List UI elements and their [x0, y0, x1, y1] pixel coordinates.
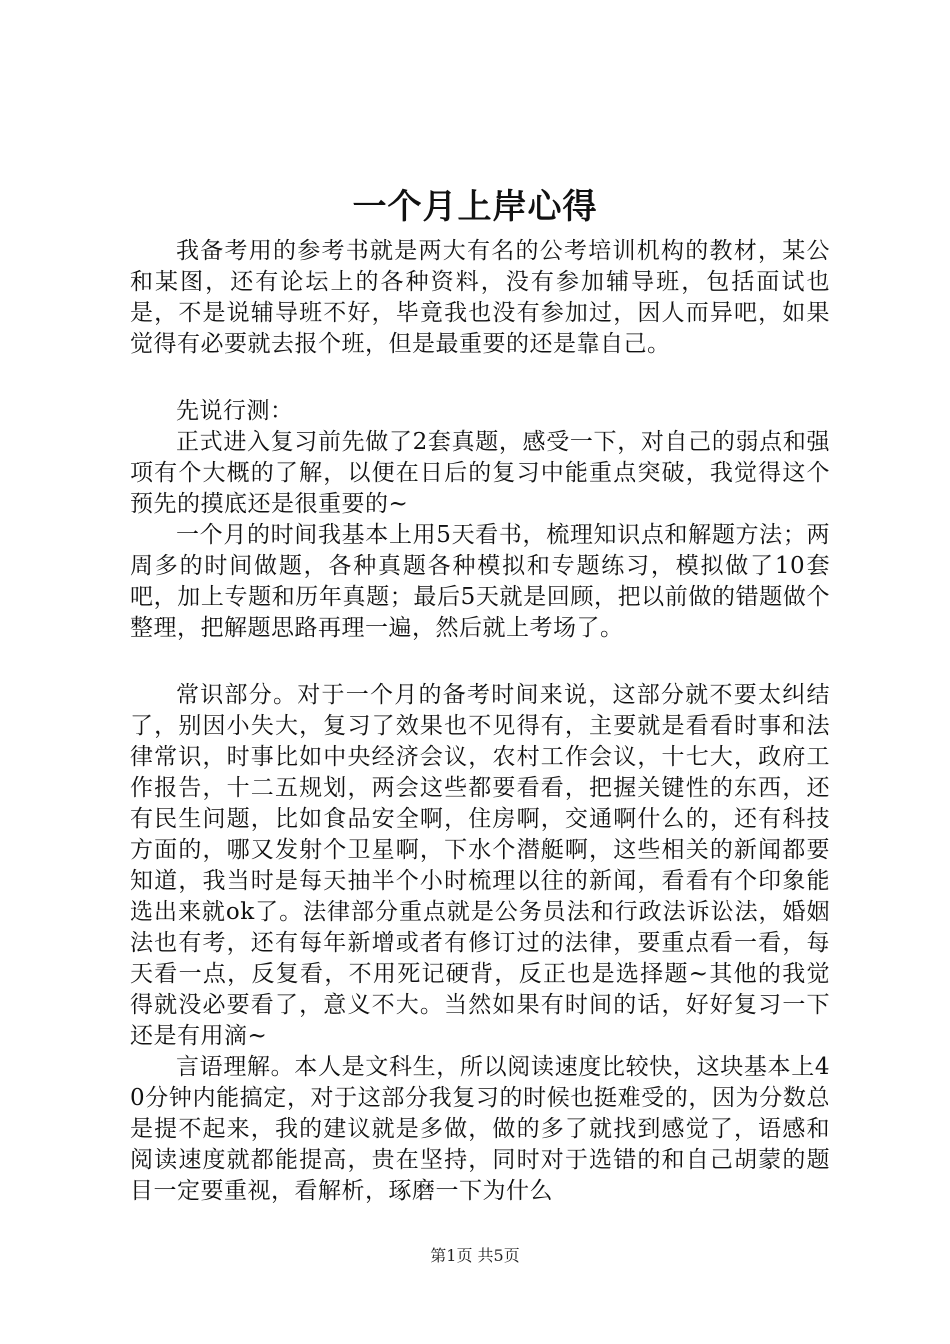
paragraph-verbal: 言语理解。本人是文科生，所以阅读速度比较快，这块基本上40分钟内能搞定，对于这部分我复习的时候也挺难受的，因为分数总是提不起来，我的建议就是多做，做的多了就找到感觉了，语感和阅读速度就都能提高，贵在坚持，同时对于选错的和自己胡蒙的题目一定要重视，看解析，琢磨一下为什么 [130, 1054, 830, 1204]
paragraph-schedule: 一个月的时间我基本上用5天看书，梳理知识点和解题方法；两周多的时间做题，各种真题各种模拟和专题练习，模拟做了10套吧，加上专题和历年真题；最后5天就是回顾，把以前做的错题做个整理，把解题思路再理一遍，然后就上考场了。 [130, 522, 830, 641]
document-title: 一个月上岸心得 [352, 187, 598, 227]
paragraph-gap [130, 644, 830, 680]
paragraph-common-knowledge: 常识部分。对于一个月的备考时间来说，这部分就不要太纠结了，别因小失大，复习了效果也不见得有，主要就是看看时事和法律常识，时事比如中央经济会议，农村工作会议，十七大，政府工作报告，十二五规划，两会这些都要看看，把握关键性的东西，还有民生问题，比如食品安全啊，住房啊，交通啊什么的，还有科技方面的，哪又发射个卫星啊，下水个潜艇啊，这些相关的新闻都要知道，我当时是每天抽半个小时梳理以往的新闻，看看有个印象能选出来就ok了。法律部分重点就是公务员法和行政法诉讼法，婚姻法也有考，还有每年新增或者有修订过的法律，要重点看一看，每天看一点，反复看，不用死记硬背，反正也是选择题~其他的我觉得就没必要看了，意义不大。当然如果有时间的话，好好复习一下还是有用滴~ [130, 682, 830, 1049]
paragraph-section-heading: 先说行测： [176, 398, 294, 424]
paragraph-intro: 我备考用的参考书就是两大有名的公考培训机构的教材，某公和某图，还有论坛上的各种资料，没有参加辅导班，包括面试也是，不是说辅导班不好，毕竟我也没有参加过，因人而异吧，如果觉得有必要就去报个班，但是最重要的还是靠自己。 [130, 238, 830, 357]
page-number-footer: 第1页 共5页 [430, 1246, 520, 1265]
paragraph-mock-test: 正式进入复习前先做了2套真题，感受一下，对自己的弱点和强项有个大概的了解，以便在日后的复习中能重点突破，我觉得这个预先的摸底还是很重要的~ [130, 429, 830, 517]
paragraph-gap [130, 360, 830, 396]
document-body [130, 236, 830, 1207]
